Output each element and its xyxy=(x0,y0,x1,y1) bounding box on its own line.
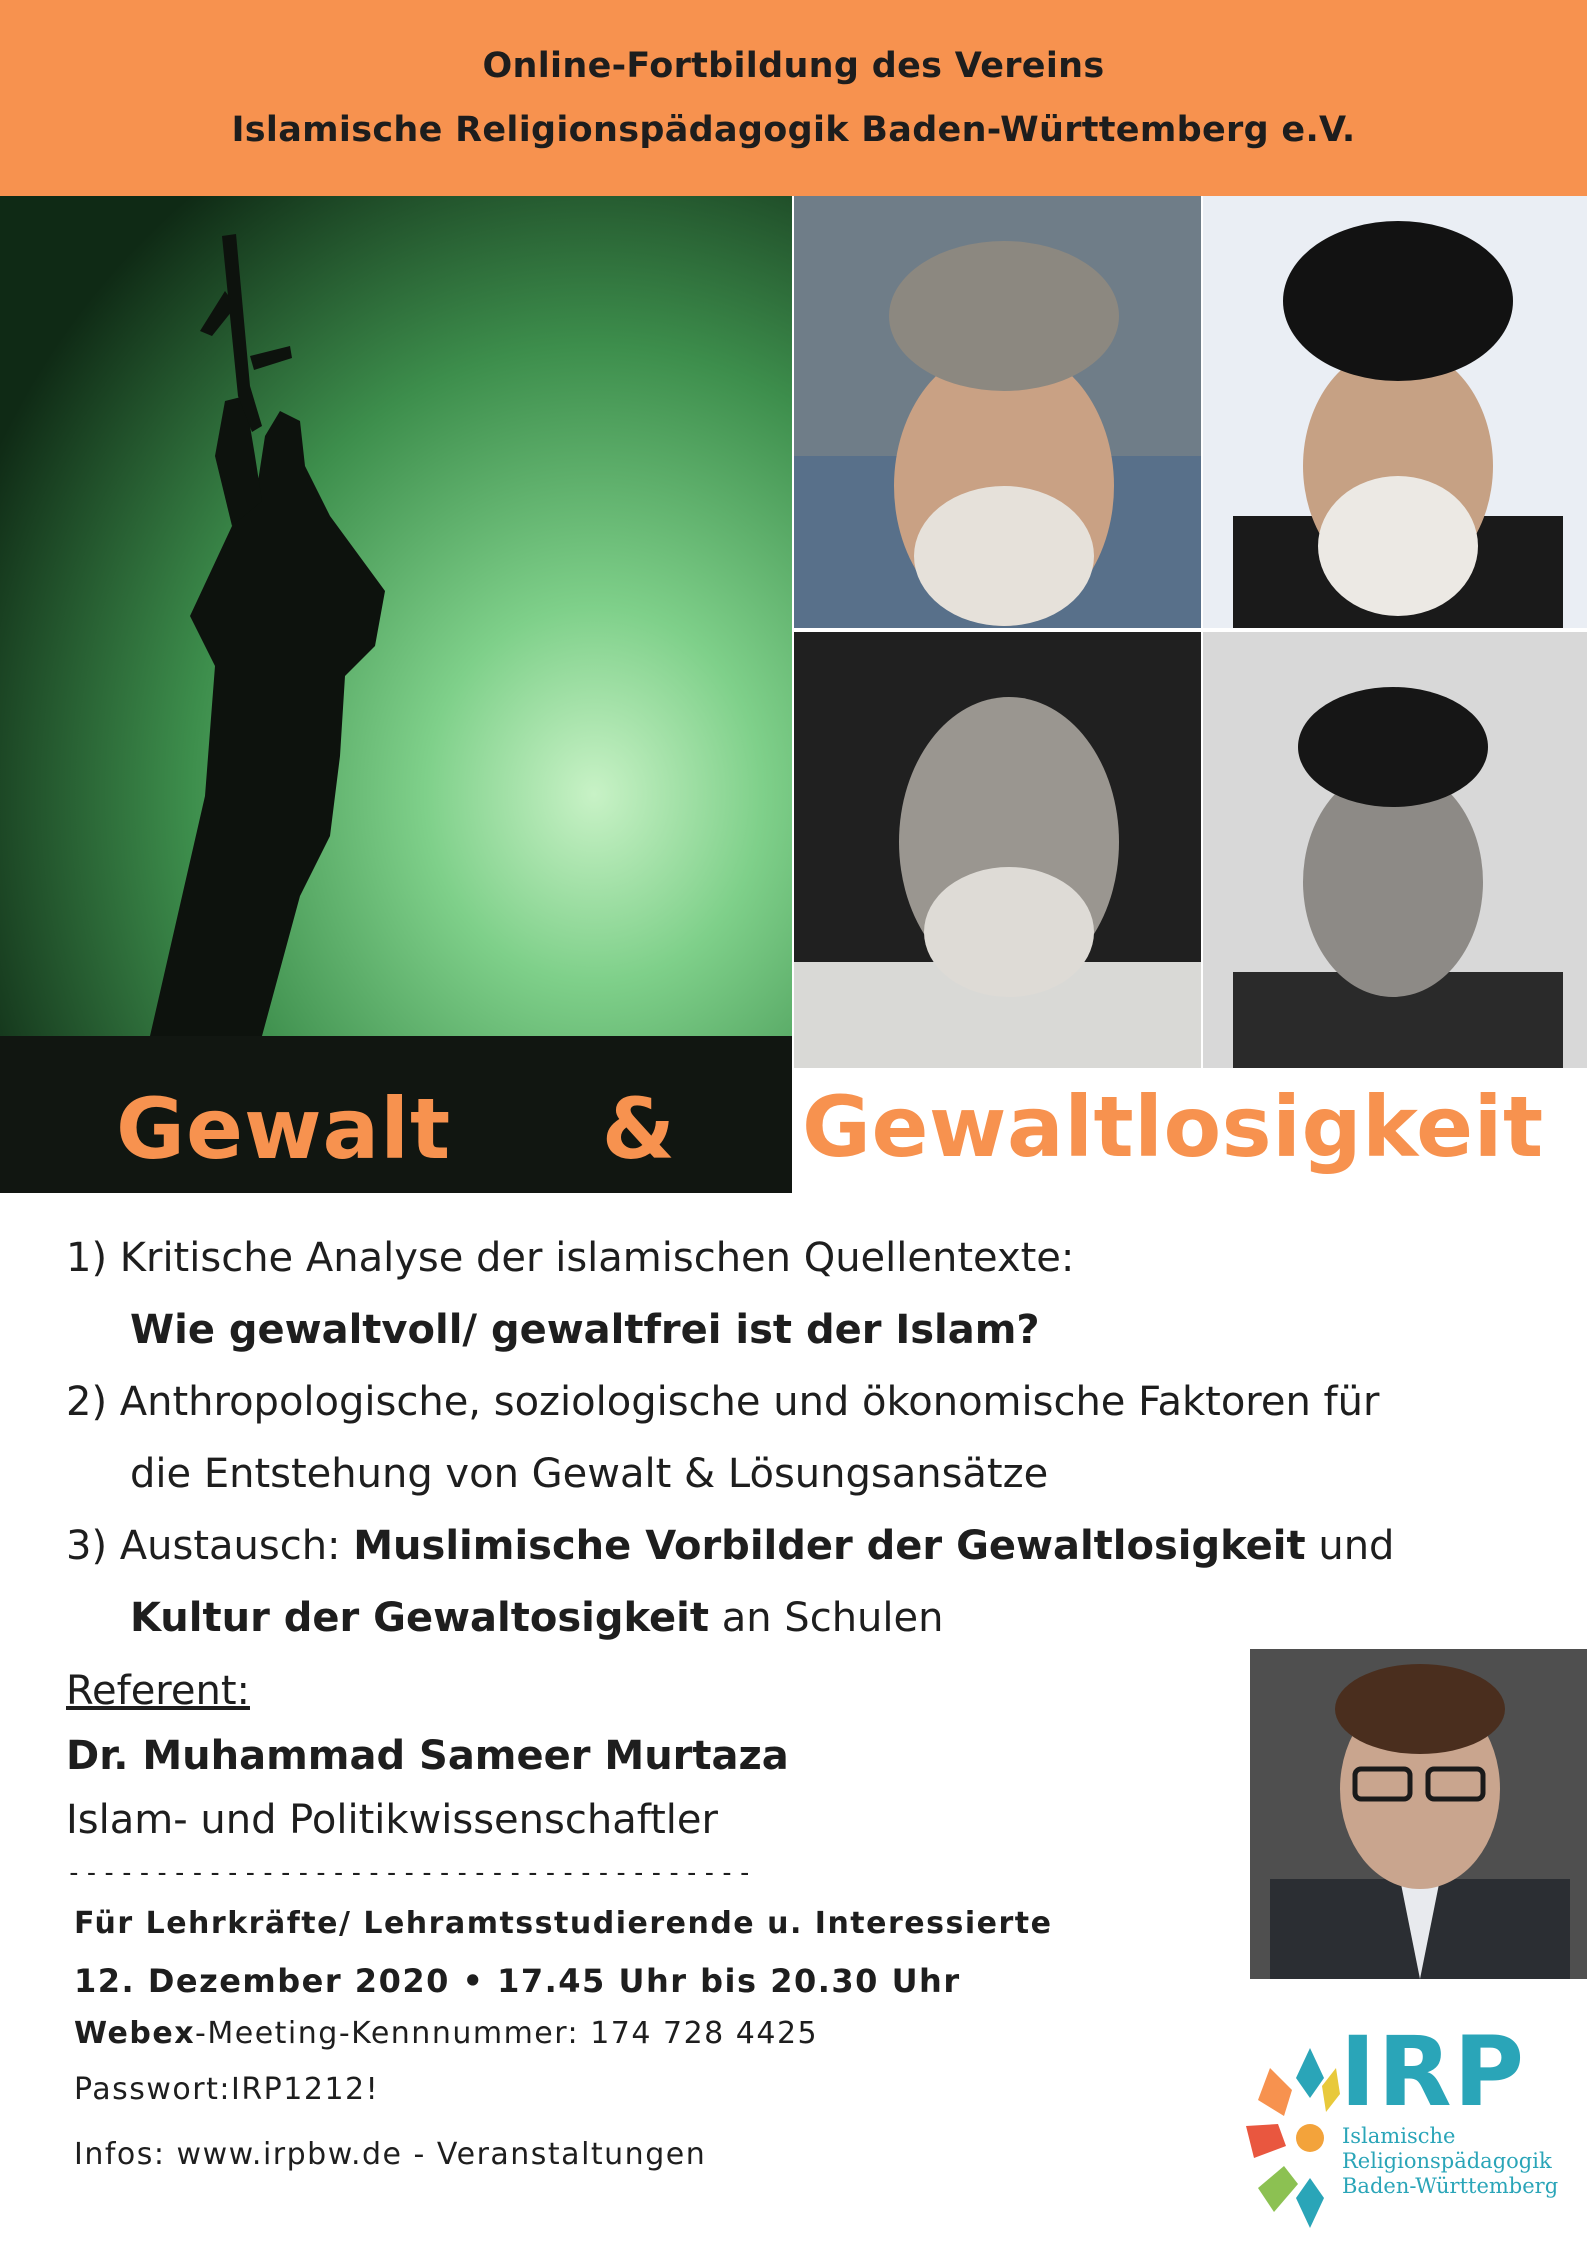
agenda-item-2-cont: die Entstehung von Gewalt & Lösungsansätze xyxy=(130,1451,1049,1497)
portrait-bottom-left xyxy=(794,632,1201,1068)
referent-role: Islam- und Politikwissenschaftler xyxy=(66,1797,718,1843)
title-word-gewaltlosigkeit: Gewaltlosigkeit xyxy=(802,1078,1544,1176)
agenda-list xyxy=(66,1222,1536,1654)
audience-text: Für Lehrkräfte/ Lehramtsstudierende u. Interessierte xyxy=(74,1906,1053,1941)
title-ampersand: & xyxy=(601,1080,676,1178)
hero-photo-silhouette xyxy=(0,196,792,1193)
agenda-item-1-sub: Wie gewaltvoll/ gewaltfrei ist der Islam? xyxy=(130,1307,1040,1353)
title-word-gewalt: Gewalt xyxy=(116,1080,452,1178)
referent-name: Dr. Muhammad Sameer Murtaza xyxy=(66,1733,789,1779)
portrait-top-left xyxy=(794,196,1201,628)
irp-logo-subtitle: Islamische Religionspädagogik Baden-Württemberg xyxy=(1342,2124,1559,2198)
header-band xyxy=(0,0,1587,196)
title-left xyxy=(0,1080,792,1178)
referent-label: Referent: xyxy=(66,1668,250,1714)
header-line-1: Online-Fortbildung des Vereins xyxy=(482,46,1105,86)
event-date: 12. Dezember 2020 • 17.45 Uhr bis 20.30 Uhr xyxy=(74,1962,961,2000)
meeting-password: Passwort:IRP1212! xyxy=(74,2072,380,2107)
header-line-2: Islamische Religionspädagogik Baden-Württemberg e.V. xyxy=(231,110,1356,150)
portrait-top-right xyxy=(1203,196,1587,628)
dashed-divider: --------------------------------------- xyxy=(66,1858,755,1888)
portrait-bottom-right xyxy=(1203,632,1587,1068)
agenda-item-1: 1) Kritische Analyse der islamischen Quellentexte: xyxy=(66,1235,1075,1281)
webex-meeting-number: Webex-Meeting-Kennnummer: 174 728 4425 xyxy=(74,2016,819,2051)
info-link-text: Infos: www.irpbw.de - Veranstaltungen xyxy=(74,2137,707,2172)
agenda-item-2: 2) Anthropologische, soziologische und ökonomische Faktoren für xyxy=(66,1379,1380,1425)
speaker-photo xyxy=(1250,1649,1587,1979)
agenda-item-3: 3) Austausch: Muslimische Vorbilder der Gewaltlosigkeit und xyxy=(66,1523,1395,1569)
agenda-item-3-cont: Kultur der Gewaltosigkeit an Schulen xyxy=(130,1595,944,1641)
irp-logo-text: IRP xyxy=(1340,2016,1526,2128)
